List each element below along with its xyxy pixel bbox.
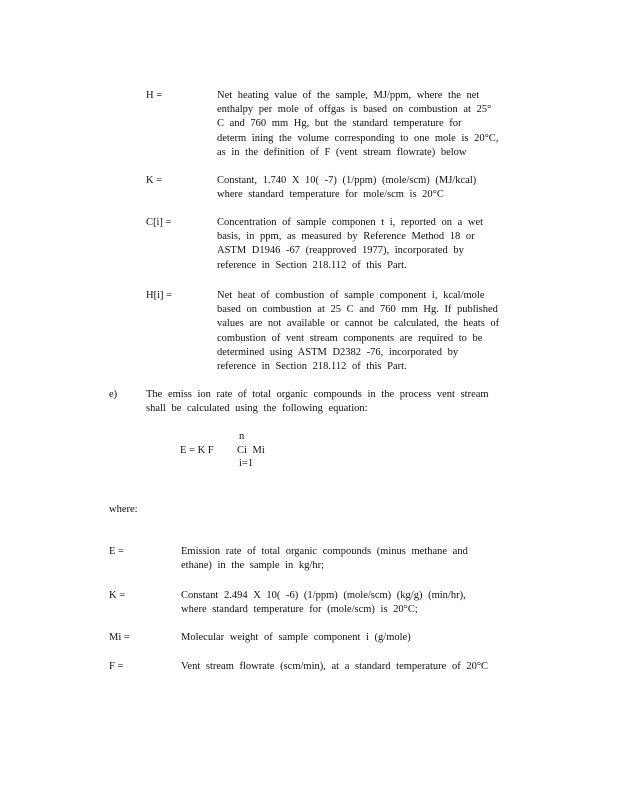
- definition-term-ci: C[i] =: [146, 217, 172, 228]
- paragraph-label: e): [109, 389, 118, 400]
- equation-term: Ci Mi: [237, 445, 265, 456]
- definition-line: Net heat of combustion of sample component i, kcal/mole: [217, 290, 485, 301]
- definition-line: as in the definition of F (vent stream flowrate) below: [217, 146, 467, 158]
- definition-line: ASTM D1946 -67 (reapproved 1977), incorporated by: [217, 245, 464, 257]
- definition-term-h: H =: [146, 90, 163, 101]
- definition-line: reference in Section 218.112 of this Part.: [217, 259, 407, 271]
- definition-line: reference in Section 218.112 of this Part.: [217, 361, 407, 373]
- definition-term-k2: K =: [109, 590, 126, 601]
- definition-line: Constant 2.494 X 10( -6) (1/ppm) (mole/scm) (kg/g) (min/hr),: [181, 590, 466, 601]
- definition-line: Constant, 1.740 X 10( -7) (1/ppm) (mole/scm) (MJ/kcal): [217, 175, 477, 186]
- definition-line: based on combustion at 25 C and 760 mm Hg. If published: [217, 304, 498, 316]
- definition-line: values are not available or cannot be calculated, the heats of: [217, 318, 500, 330]
- definition-text-hi: [217, 289, 499, 374]
- definition-text-f: [181, 660, 488, 674]
- definition-term-f: F =: [109, 661, 124, 672]
- definition-line: Vent stream flowrate (scm/min), at a standard temperature of 20°C: [181, 661, 489, 672]
- paragraph-line: The emiss ion rate of total organic compounds in the process vent stream: [146, 389, 489, 400]
- definition-line: Molecular weight of sample component i (g/mole): [181, 632, 411, 643]
- where-label: where:: [109, 504, 138, 515]
- definition-text-mi: [181, 631, 411, 645]
- definition-line: ethane) in the sample in kg/hr;: [181, 560, 325, 572]
- definition-text-ci: [217, 216, 483, 273]
- definition-line: C and 760 mm Hg, but the standard temperature for: [217, 118, 462, 130]
- definition-text-h: [217, 89, 498, 160]
- summation-lower-limit: i=1: [239, 458, 254, 469]
- definition-line: determ ining the volume corresponding to one mole is 20°C,: [217, 132, 499, 144]
- definition-text-k: [217, 174, 476, 202]
- summation-upper-limit: n: [239, 431, 245, 442]
- definition-line: combustion of vent stream components are required to be: [217, 332, 483, 344]
- definition-line: where standard temperature for (mole/scm) is 20°C;: [181, 604, 418, 616]
- paragraph-e-text: [146, 388, 489, 416]
- definition-line: Emission rate of total organic compounds (minus methane and: [181, 546, 468, 557]
- definition-term-e: E =: [109, 546, 124, 557]
- equation-lhs: E = K F: [180, 445, 214, 456]
- definition-term-mi: Mi =: [109, 632, 130, 643]
- definition-text-e: [181, 545, 468, 573]
- definition-line: Net heating value of the sample, MJ/ppm, where the net: [217, 90, 480, 101]
- definition-text-k2: [181, 589, 466, 617]
- definition-line: determined using ASTM D2382 -76, incorporated by: [217, 346, 459, 358]
- definition-line: Concentration of sample componen t i, reported on a wet: [217, 217, 484, 228]
- paragraph-line: shall be calculated using the following equation:: [146, 403, 368, 415]
- emission-equation: [180, 430, 300, 472]
- definition-line: enthalpy per mole of offgas is based on combustion at 25°: [217, 104, 492, 116]
- definition-line: basis, in ppm, as measured by Reference Method 18 or: [217, 231, 475, 243]
- definition-term-hi: H[i] =: [146, 290, 173, 301]
- definition-term-k: K =: [146, 175, 163, 186]
- definition-line: where standard temperature for mole/scm is 20°C: [217, 189, 444, 201]
